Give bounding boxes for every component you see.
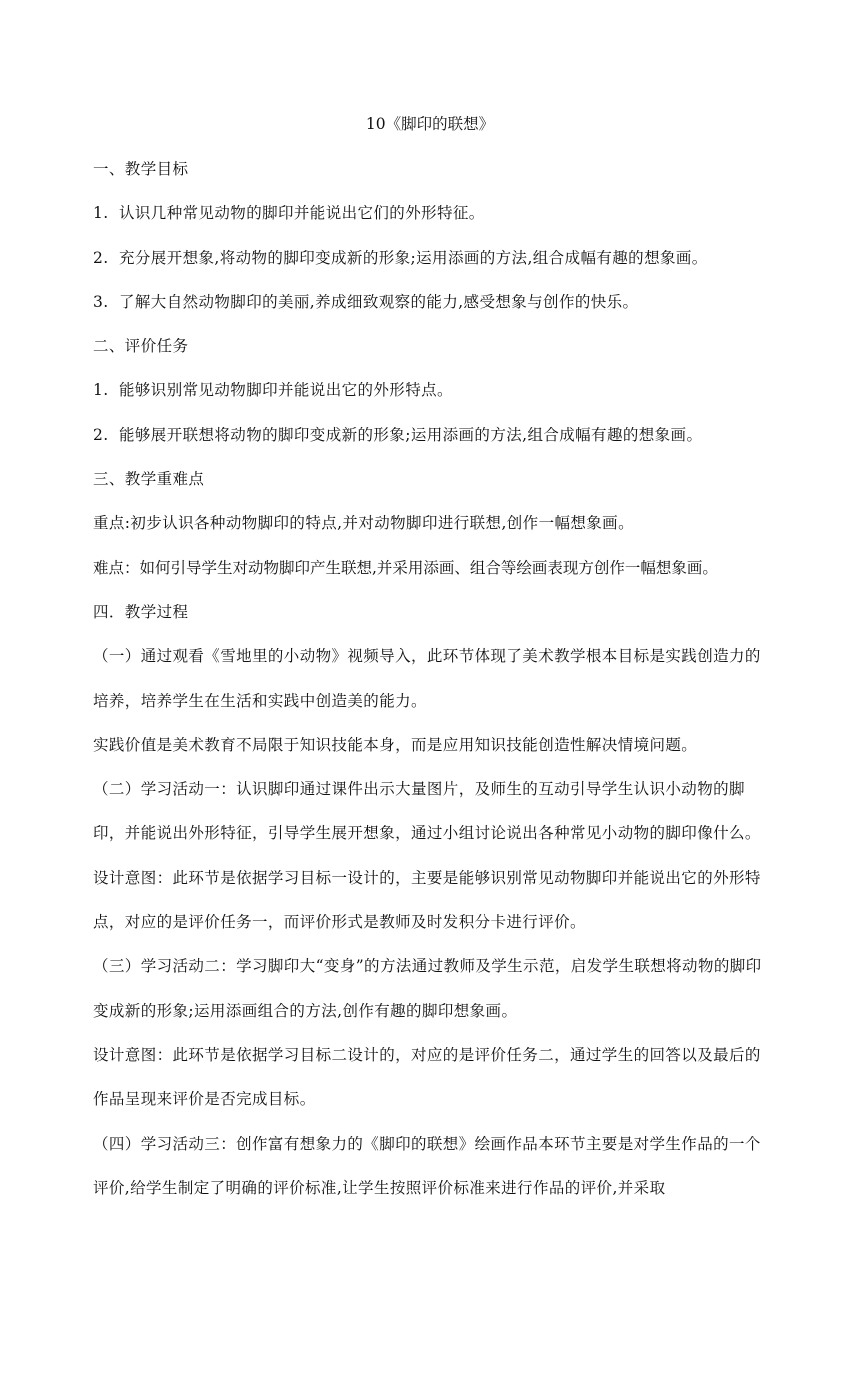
paragraph-1 [93,634,773,723]
list-number: 2. [93,425,109,444]
list-number: 2. [93,248,109,267]
paragraph-3 [93,767,773,856]
paragraph-5 [93,944,773,1033]
task-item-2 [93,418,773,462]
section-heading-teaching-process: 四．教学过程 [93,602,189,621]
paragraph-text: 实践价值是美术教育不局限于知识技能本身，而是应用知识技能创造性解决情境问题。 [93,735,698,754]
list-text: 认识几种常见动物的脚印并能说出它们的外形特征。 [119,204,485,223]
document-body [93,152,773,1215]
paragraph-6 [93,1033,773,1122]
section-heading-evaluation-tasks: 二、评价任务 [93,337,189,356]
document-title: 10《脚印的联想》 [365,115,495,133]
task-item-1 [93,373,773,417]
paragraph-7 [93,1122,773,1211]
paragraph-text: （四）学习活动三：创作富有想象力的《脚印的联想》绘画作品本环节主要是对学生作品的一个评价,给学生制定了明确的评价标准,让学生按照评价标准来进行作品的评价,并采取 [93,1134,761,1197]
list-number: 1. [93,204,109,223]
list-text: 充分展开想象,将动物的脚印变成新的形象;运用添画的方法,组合成幅有趣的想象画。 [119,248,708,267]
paragraph-text: （一）通过观看《雪地里的小动物》视频导入，此环节体现了美术教学根本目标是实践创造力的培养，培养学生在生活和实践中创造美的能力。 [93,647,761,710]
list-text: 了解大自然动物脚印的美丽,养成细致观察的能力,感受想象与创作的快乐。 [119,292,639,311]
paragraph-2 [93,723,773,767]
difficult-point-text: 难点：如何引导学生对动物脚印产生联想,并采用添画、组合等绘画表现方创作一幅想象画。 [93,558,718,577]
list-text: 能够识别常见动物脚印并能说出它的外形特点。 [119,381,453,400]
goal-item-3 [93,285,773,329]
paragraph-text: 设计意图：此环节是依据学习目标一设计的，主要是能够识别常见动物脚印并能说出它的外形特点，对应的是评价任务一，而评价形式是教师及时发积分卡进行评价。 [93,868,761,932]
key-point-text: 重点:初步认识各种动物脚印的特点,并对动物脚印进行联想,创作一幅想象画。 [93,514,634,533]
list-number: 3. [93,292,109,311]
list-text: 能够展开联想将动物的脚印变成新的形象;运用添画的方法,组合成幅有趣的想象画。 [119,425,703,444]
paragraph-text: （二）学习活动一：认识脚印通过课件出示大量图片，及师生的互动引导学生认识小动物的脚印，并能说出外形特征，引导学生展开想象，通过小组讨论说出各种常见小动物的脚印像什么。 [93,780,761,843]
list-number: 1. [93,381,109,400]
goal-item-2 [93,241,773,285]
section-heading-teaching-goals: 一、教学目标 [93,160,189,178]
paragraph-text: （三）学习活动二：学习脚印大“变身”的方法通过教师及学生示范，启发学生联想将动物的脚印变成新的形象;运用添画组合的方法,创作有趣的脚印想象画。 [93,957,762,1020]
paragraph-text: 设计意图：此环节是依据学习目标二设计的，对应的是评价任务二，通过学生的回答以及最后的作品呈现来评价是否完成目标。 [93,1045,761,1109]
goal-item-1 [93,196,773,240]
paragraph-4 [93,856,773,945]
section-heading-key-difficult: 三、教学重难点 [93,470,205,489]
